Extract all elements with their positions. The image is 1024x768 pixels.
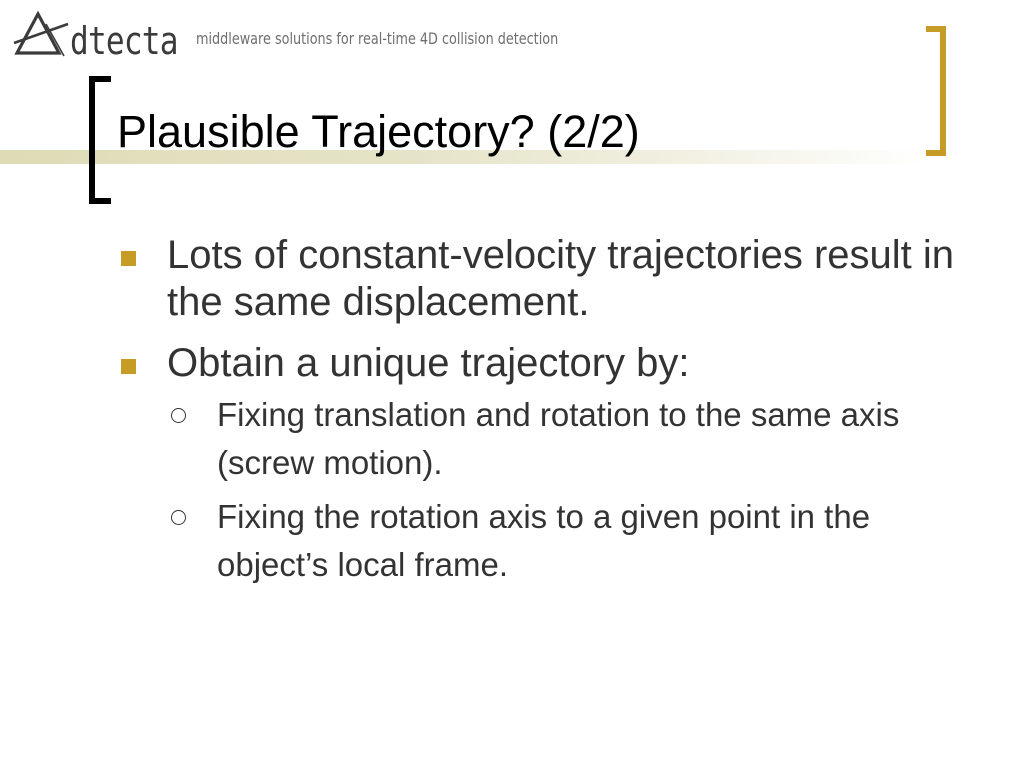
- logo-wordmark: dtecta: [70, 19, 178, 63]
- tagline: middleware solutions for real-time 4D collision detection: [196, 29, 559, 48]
- slide-title: Plausible Trajectory? (2/2): [117, 106, 640, 157]
- sub-bullet-text: Fixing translation and rotation to the same axis (screw motion).: [217, 396, 900, 481]
- bullet-text: Obtain a unique trajectory by:: [167, 341, 690, 385]
- left-bracket-icon: [88, 76, 114, 204]
- triangle-slash-icon: [12, 10, 74, 60]
- sub-bullet-item: [168, 493, 958, 589]
- bullet-item: [118, 340, 958, 387]
- bullet-item: [118, 232, 958, 326]
- right-bracket-icon: [924, 26, 948, 156]
- square-bullet-icon: [121, 359, 136, 374]
- slide-body: [118, 232, 958, 595]
- sub-bullet-text: Fixing the rotation axis to a given point in the object’s local frame.: [217, 498, 871, 583]
- sub-bullet-item: [168, 391, 958, 487]
- bullet-text: Lots of constant-velocity trajectories result in the same displacement.: [167, 233, 955, 324]
- circle-bullet-icon: [171, 510, 186, 525]
- circle-bullet-icon: [171, 408, 186, 423]
- dtecta-logo: [12, 10, 178, 63]
- square-bullet-icon: [121, 251, 136, 266]
